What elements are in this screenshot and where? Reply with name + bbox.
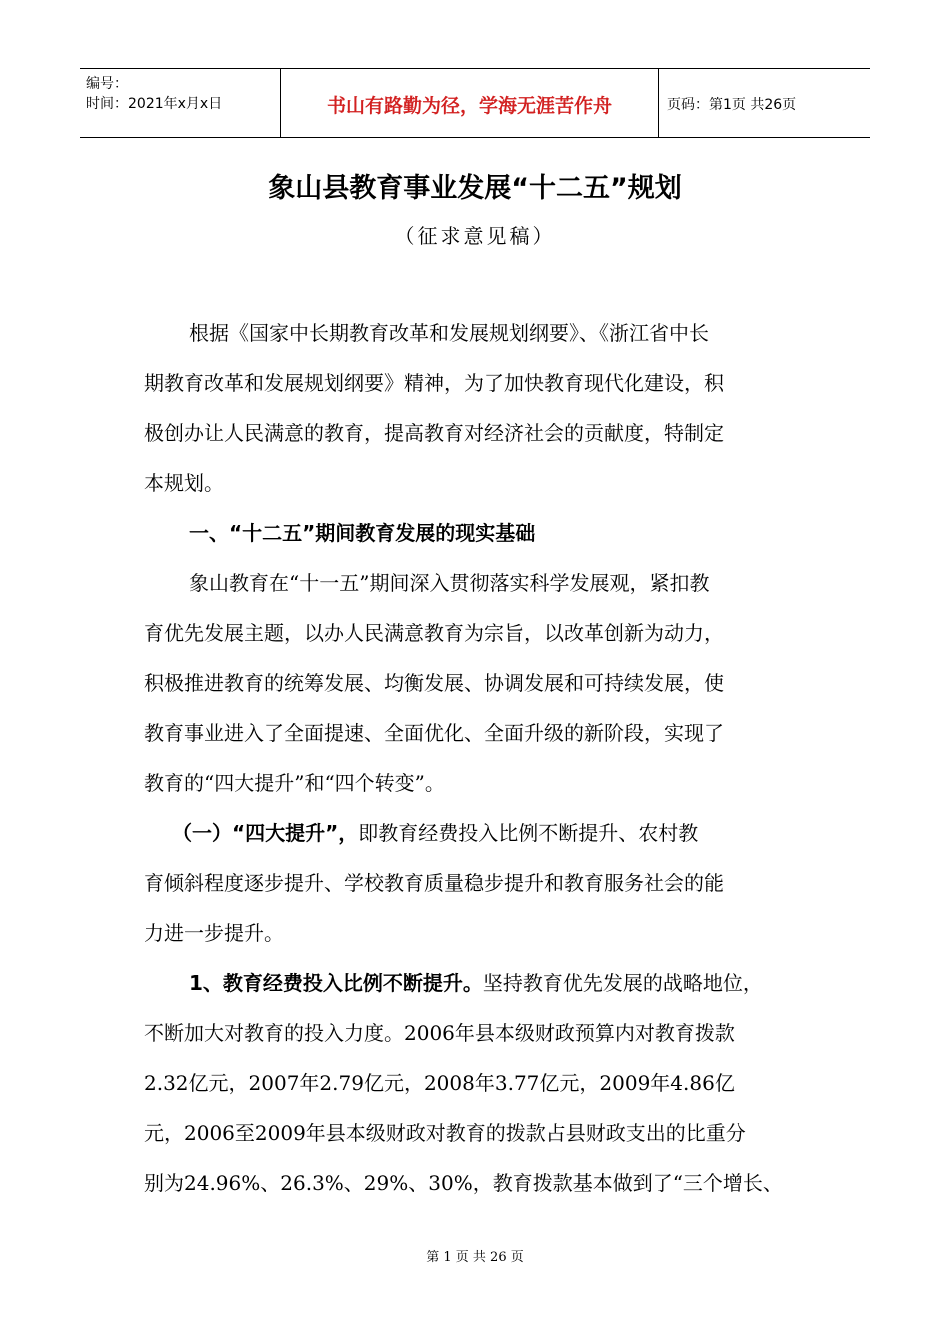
body-line: 教育的“四大提升”和“四个转变”。 bbox=[144, 771, 445, 795]
document-title: 象山县教育事业发展“十二五”规划 bbox=[268, 173, 682, 204]
document-subtitle: （征求意见稿） bbox=[394, 224, 556, 248]
subsection-heading: （一）“四大提升”， bbox=[172, 821, 359, 845]
body-line: 元，2006至2009年县本级财政对教育的拨款占县财政支出的比重分 bbox=[144, 1121, 746, 1145]
header-page-cell bbox=[659, 69, 870, 137]
body-line bbox=[172, 820, 698, 846]
body-line: 别为24.96%、26.3%、29%、30%，教育拨款基本做到了“三个增长、 bbox=[144, 1171, 783, 1195]
body-text: 坚持教育优先发展的战略地位， bbox=[482, 971, 763, 995]
body-line bbox=[189, 970, 763, 996]
header-motto: 书山有路勤为径，学海无涯苦作舟 bbox=[326, 95, 612, 117]
body-line: 力进一步提升。 bbox=[144, 921, 284, 945]
body-line: 不断加大对教育的投入力度。2006年县本级财政预算内对教育拨款 bbox=[144, 1021, 735, 1045]
body-line: 教育事业进入了全面提速、全面优化、全面升级的新阶段，实现了 bbox=[144, 721, 724, 745]
header-motto-cell bbox=[281, 69, 659, 137]
header-meta-cell bbox=[80, 69, 281, 137]
header-page-info: 页码：第1页 共26页 bbox=[667, 97, 797, 113]
body-line: 2.32亿元，2007年2.79亿元，2008年3.77亿元，2009年4.86亿 bbox=[144, 1071, 735, 1095]
body-line: 极创办让人民满意的教育，提高教育对经济社会的贡献度，特制定 bbox=[144, 421, 724, 445]
body-line: 期教育改革和发展规划纲要》精神，为了加快教育现代化建设，积 bbox=[144, 371, 724, 395]
document-date-label: 时间：2021年x月x日 bbox=[86, 96, 223, 112]
item-heading: 1、教育经费投入比例不断提升。 bbox=[189, 971, 483, 995]
page-footer: 第 1 页 共 26 页 bbox=[426, 1250, 524, 1265]
body-line: 本规划。 bbox=[144, 471, 224, 495]
section-heading: 一、“十二五”期间教育发展的现实基础 bbox=[189, 521, 536, 545]
document-number-label: 编号： bbox=[86, 76, 128, 92]
body-text: 即教育经费投入比例不断提升、农村教 bbox=[358, 821, 699, 845]
page-header bbox=[80, 68, 870, 138]
body-line: 积极推进教育的统筹发展、均衡发展、协调发展和可持续发展，使 bbox=[144, 671, 724, 695]
body-line: 育倾斜程度逐步提升、学校教育质量稳步提升和教育服务社会的能 bbox=[144, 871, 724, 895]
body-line: 育优先发展主题，以办人民满意教育为宗旨，以改革创新为动力， bbox=[144, 621, 724, 645]
body-line: 根据《国家中长期教育改革和发展规划纲要》、《浙江省中长 bbox=[189, 321, 709, 345]
body-line: 象山教育在“十一五”期间深入贯彻落实科学发展观，紧扣教 bbox=[189, 571, 710, 595]
